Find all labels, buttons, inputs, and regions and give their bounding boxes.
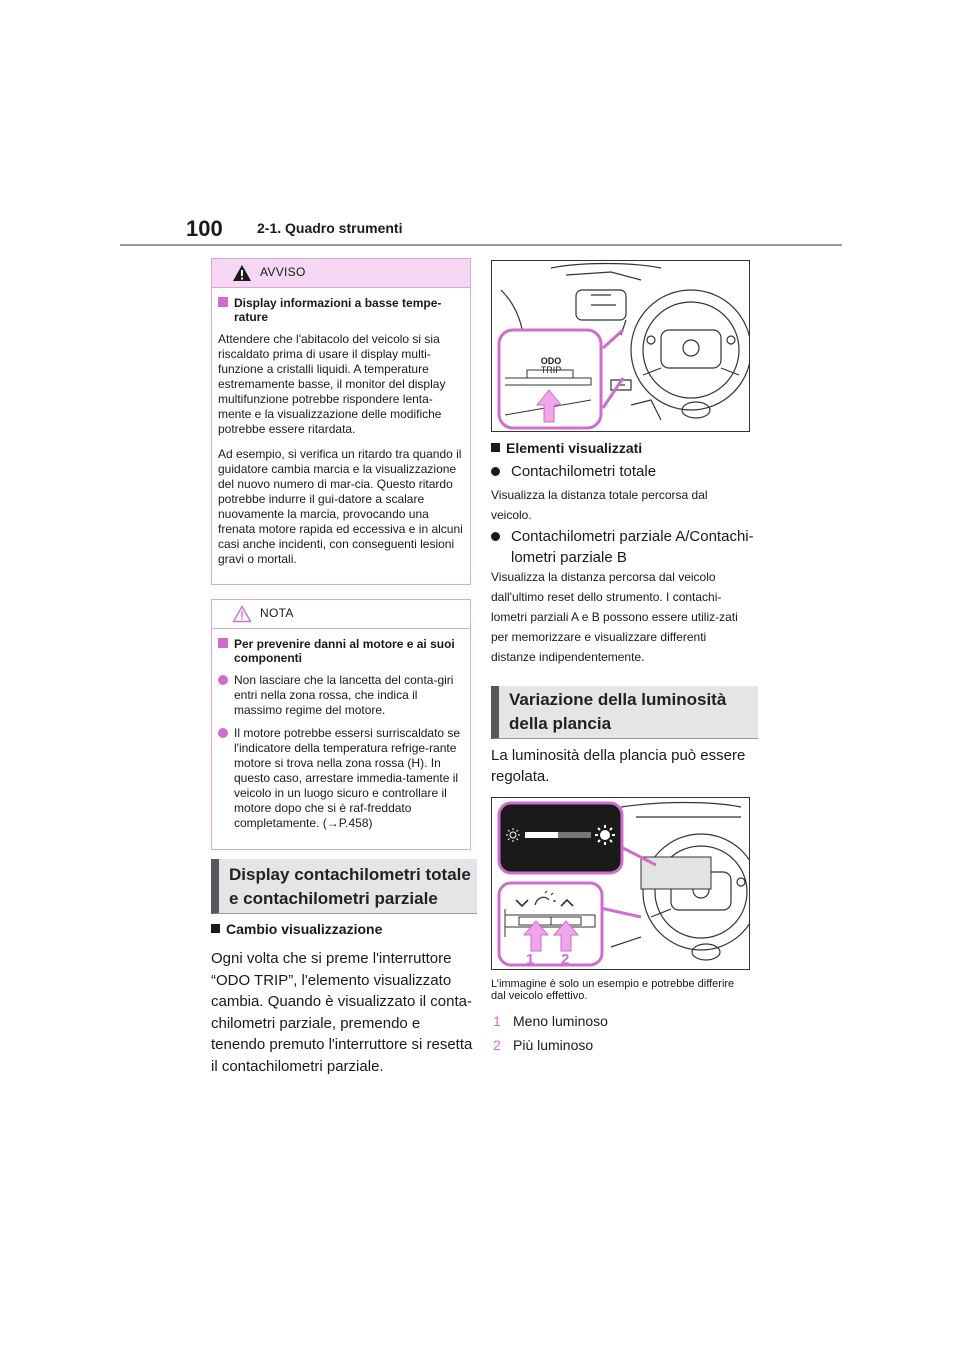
notice-bullet-1-text: Non lasciare che la lancetta del conta-giri entri nella zona rossa, che indica il massimo regime del motore.	[234, 673, 454, 717]
list-item-label: Più luminoso	[513, 1037, 594, 1053]
round-bullet-icon	[491, 467, 500, 476]
warning-box-header	[212, 259, 470, 288]
notice-box-header	[212, 600, 470, 629]
element-item-desc: Visualizza la distanza percorsa dal veicolo dall'ultimo reset dello strumento. I contachi-lometri parziali A e B possono essere utiliz-zati per memorizzare e visualizzare differenti distanze indipendentemente.	[491, 570, 738, 664]
list-item-number: 2	[493, 1037, 501, 1053]
list-item-number: 1	[493, 1013, 501, 1029]
section-heading-luminosity-text: Variazione della luminosità della plancia	[509, 690, 727, 733]
round-bullet-icon	[218, 728, 228, 738]
figure-caption: L’immagine è solo un esempio e potrebbe differire dal veicolo effettivo.	[491, 978, 735, 1002]
warning-paragraph-1: Attendere che l'abitacolo del veicolo si sia riscaldato prima di usare il display multi-funzione a cristalli liquidi. A temperature estremamente basse, il monitor del display multifunzione potrebbe rispondere lenta-mente e la visualizzazione delle modifiche potrebbe essere ritardata.	[218, 332, 446, 436]
trip-label: TRIP	[540, 365, 562, 375]
callout-1: 1	[526, 951, 535, 968]
square-bullet-icon	[218, 297, 228, 307]
warning-paragraph-2: Ad esempio, si verifica un ritardo tra quando il guidatore cambia marcia e la visualizzazione del nuovo numero di mar-cia. Questo ritardo potrebbe indurre il gui-datore a scalare nuovamente la marcia, provocando una frenata motore rapida ed eccessiva e in alcuni casi anche incidenti, con conseguenti lesioni gravi o mortali.	[218, 447, 463, 566]
element-item-title-text: Contachilometri totale	[511, 463, 657, 480]
notice-box-title-text: Per prevenire danni al motore e ai suoi componenti	[234, 637, 455, 665]
subheading-elements-text: Elementi visualizzati	[506, 440, 643, 456]
odo-trip-figure	[491, 260, 750, 432]
square-bullet-icon	[491, 443, 500, 452]
section-title: 2-1. Quadro strumenti	[257, 220, 403, 236]
warning-triangle-icon	[232, 264, 252, 282]
bright-sun-icon	[595, 825, 615, 845]
element-item-title	[491, 461, 771, 482]
list-item-less-bright	[493, 1013, 608, 1029]
luminosity-paragraph: La luminosità della plancia può essere regolata.	[491, 747, 746, 785]
section-heading-display	[211, 859, 477, 914]
section-heading-display-text: Display contachilometri totale e contachilometri parziale	[229, 865, 471, 908]
notice-box-title	[218, 637, 464, 665]
warning-box	[211, 258, 471, 585]
notice-bullet-2	[218, 726, 464, 831]
subheading-elements	[491, 440, 642, 456]
callout-2: 2	[561, 951, 570, 968]
section-heading-luminosity	[491, 686, 758, 739]
notice-bullet-1	[218, 673, 464, 718]
element-item-title	[491, 526, 773, 568]
cambio-paragraph: Ogni volta che si preme l'interruttore “ODO TRIP”, l'elemento visualizzato cambia. Quando è visualizzato il conta-chilometri parziale, premendo e tenendo premuto l'interruttore si resetta il contachilometri parziale.	[211, 950, 473, 1075]
notice-box-label: NOTA	[260, 606, 294, 620]
square-bullet-icon	[211, 924, 220, 933]
element-item-desc: Visualizza la distanza totale percorsa dal veicolo.	[491, 488, 708, 522]
round-bullet-icon	[491, 532, 500, 541]
square-bullet-icon	[218, 638, 228, 648]
list-item-more-bright	[493, 1037, 593, 1053]
round-bullet-icon	[218, 675, 228, 685]
subheading-cambio	[211, 921, 382, 937]
element-item-title-text: Contachilometri parziale A/Contachi-lometri parziale B	[511, 528, 754, 566]
odo-label: ODO	[540, 356, 562, 366]
notice-box	[211, 599, 471, 850]
warning-box-title	[218, 296, 464, 324]
brightness-figure	[491, 797, 750, 970]
list-item-label: Meno luminoso	[513, 1013, 608, 1029]
caution-triangle-icon	[232, 605, 252, 623]
subheading-cambio-text: Cambio visualizzazione	[226, 921, 383, 937]
warning-box-title-text: Display informazioni a basse tempe-rature	[234, 296, 442, 324]
warning-box-label: AVVISO	[260, 265, 306, 279]
brightness-level-bar	[525, 832, 558, 838]
header-rule	[120, 244, 842, 246]
page-number: 100	[186, 216, 223, 241]
notice-bullet-2-text: Il motore potrebbe essersi surriscaldato se l'indicatore della temperatura refrige-rante motore si trova nella zona rossa (H). In questo caso, arrestare immedia-tamente il veicolo in un luogo sicuro e controllare il motore dopo che si è raf-freddato completamente. (→P.458)	[234, 726, 461, 830]
